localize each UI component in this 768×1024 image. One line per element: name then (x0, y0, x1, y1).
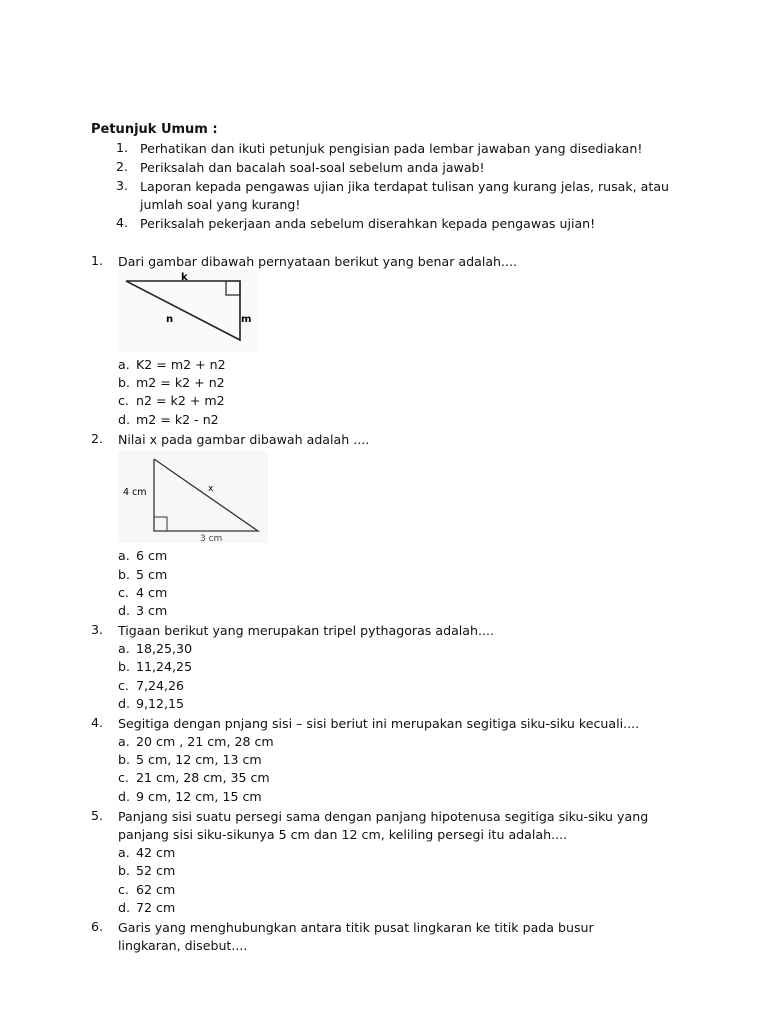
option-letter: b. (118, 863, 130, 878)
option-text: 18,25,30 (136, 641, 193, 656)
answer-option[interactable] (118, 882, 175, 897)
answer-option[interactable] (118, 845, 175, 860)
option-text: 3 cm (136, 603, 168, 618)
instruction-text: Perhatikan dan ikuti petunjuk pengisian pada lembar jawaban yang disediakan! (140, 141, 643, 156)
option-letter: a. (118, 734, 130, 749)
answer-option[interactable] (118, 567, 167, 582)
option-letter: a. (118, 357, 130, 372)
label-4cm: 4 cm (123, 487, 147, 498)
right-triangle-figure-2 (118, 451, 268, 543)
answer-option[interactable] (118, 734, 274, 749)
instruction-text: Periksalah dan bacalah soal-soal sebelum anda jawab! (140, 160, 485, 175)
answer-option[interactable] (118, 678, 184, 693)
option-text: m2 = k2 + n2 (136, 375, 225, 390)
option-letter: b. (118, 752, 130, 767)
answer-option[interactable] (118, 585, 167, 600)
instruction-text: Laporan kepada pengawas ujian jika terdapat tulisan yang kurang jelas, rusak, atau jumlah soal yang kurang! (140, 179, 670, 212)
question-number: 1. (91, 253, 104, 268)
option-text: 9,12,15 (136, 696, 185, 711)
label-3cm: 3 cm (200, 534, 223, 543)
option-letter: b. (118, 659, 130, 674)
option-letter: a. (118, 548, 130, 563)
option-letter: c. (118, 882, 129, 897)
label-m: m (241, 314, 252, 325)
option-letter: c. (118, 770, 129, 785)
right-triangle-figure-1 (118, 270, 258, 352)
answer-option[interactable] (118, 659, 192, 674)
instruction-number: 2. (116, 159, 129, 174)
answer-option[interactable] (118, 752, 262, 767)
option-text: 9 cm, 12 cm, 15 cm (136, 789, 262, 804)
option-letter: d. (118, 603, 130, 618)
option-text: 21 cm, 28 cm, 35 cm (136, 770, 270, 785)
option-letter: d. (118, 789, 130, 804)
option-text: 6 cm (136, 548, 168, 563)
option-text: 5 cm (136, 567, 168, 582)
answer-option[interactable] (118, 603, 167, 618)
option-letter: d. (118, 412, 130, 427)
option-letter: c. (118, 678, 129, 693)
option-letter: c. (118, 393, 129, 408)
option-text: 72 cm (136, 900, 176, 915)
answer-option[interactable] (118, 789, 262, 804)
answer-option[interactable] (118, 393, 225, 408)
question-number: 5. (91, 808, 104, 823)
question-text: Tigaan berikut yang merupakan tripel pythagoras adalah.... (118, 623, 495, 638)
option-text: 4 cm (136, 585, 168, 600)
option-text: K2 = m2 + n2 (136, 357, 226, 372)
option-text: 11,24,25 (136, 659, 193, 674)
option-letter: b. (118, 375, 130, 390)
label-k: k (181, 272, 188, 283)
answer-option[interactable] (118, 412, 219, 427)
option-text: n2 = k2 + m2 (136, 393, 225, 408)
question-text: Segitiga dengan pnjang sisi – sisi beriut ini merupakan segitiga siku-siku kecuali.... (118, 716, 640, 731)
general-instructions-heading: Petunjuk Umum : (91, 122, 218, 137)
option-text: 20 cm , 21 cm, 28 cm (136, 734, 274, 749)
answer-option[interactable] (118, 375, 225, 390)
label-x: x (208, 484, 214, 494)
question-text: Garis yang menghubungkan antara titik pusat lingkaran ke titik pada busur lingkaran, disebut.... (118, 920, 594, 953)
option-text: 7,24,26 (136, 678, 185, 693)
answer-option[interactable] (118, 696, 184, 711)
option-letter: c. (118, 585, 129, 600)
label-n: n (166, 314, 174, 325)
answer-option[interactable] (118, 357, 226, 372)
answer-option[interactable] (118, 900, 175, 915)
instruction-number: 4. (116, 215, 129, 230)
instruction-text: Periksalah pekerjaan anda sebelum diserahkan kepada pengawas ujian! (140, 216, 596, 231)
option-letter: d. (118, 696, 130, 711)
question-text: Nilai x pada gambar dibawah adalah .... (118, 432, 370, 447)
answer-option[interactable] (118, 770, 270, 785)
question-text: Dari gambar dibawah pernyataan berikut yang benar adalah.... (118, 254, 518, 269)
question-number: 4. (91, 715, 104, 730)
instruction-number: 1. (116, 140, 129, 155)
option-text: 62 cm (136, 882, 176, 897)
option-letter: a. (118, 845, 130, 860)
question-number: 2. (91, 431, 104, 446)
option-letter: a. (118, 641, 130, 656)
option-text: 52 cm (136, 863, 176, 878)
question-number: 3. (91, 622, 104, 637)
option-text: 5 cm, 12 cm, 13 cm (136, 752, 262, 767)
option-text: 42 cm (136, 845, 176, 860)
answer-option[interactable] (118, 641, 192, 656)
option-letter: b. (118, 567, 130, 582)
option-text: m2 = k2 - n2 (136, 412, 219, 427)
answer-option[interactable] (118, 863, 175, 878)
question-text: Panjang sisi suatu persegi sama dengan panjang hipotenusa segitiga siku-siku yang panjang sisi siku-sikunya 5 cm dan 12 cm, keliling persegi itu adalah.... (118, 809, 649, 842)
option-letter: d. (118, 900, 130, 915)
question-number: 6. (91, 919, 104, 934)
instruction-number: 3. (116, 178, 129, 193)
answer-option[interactable] (118, 548, 167, 563)
